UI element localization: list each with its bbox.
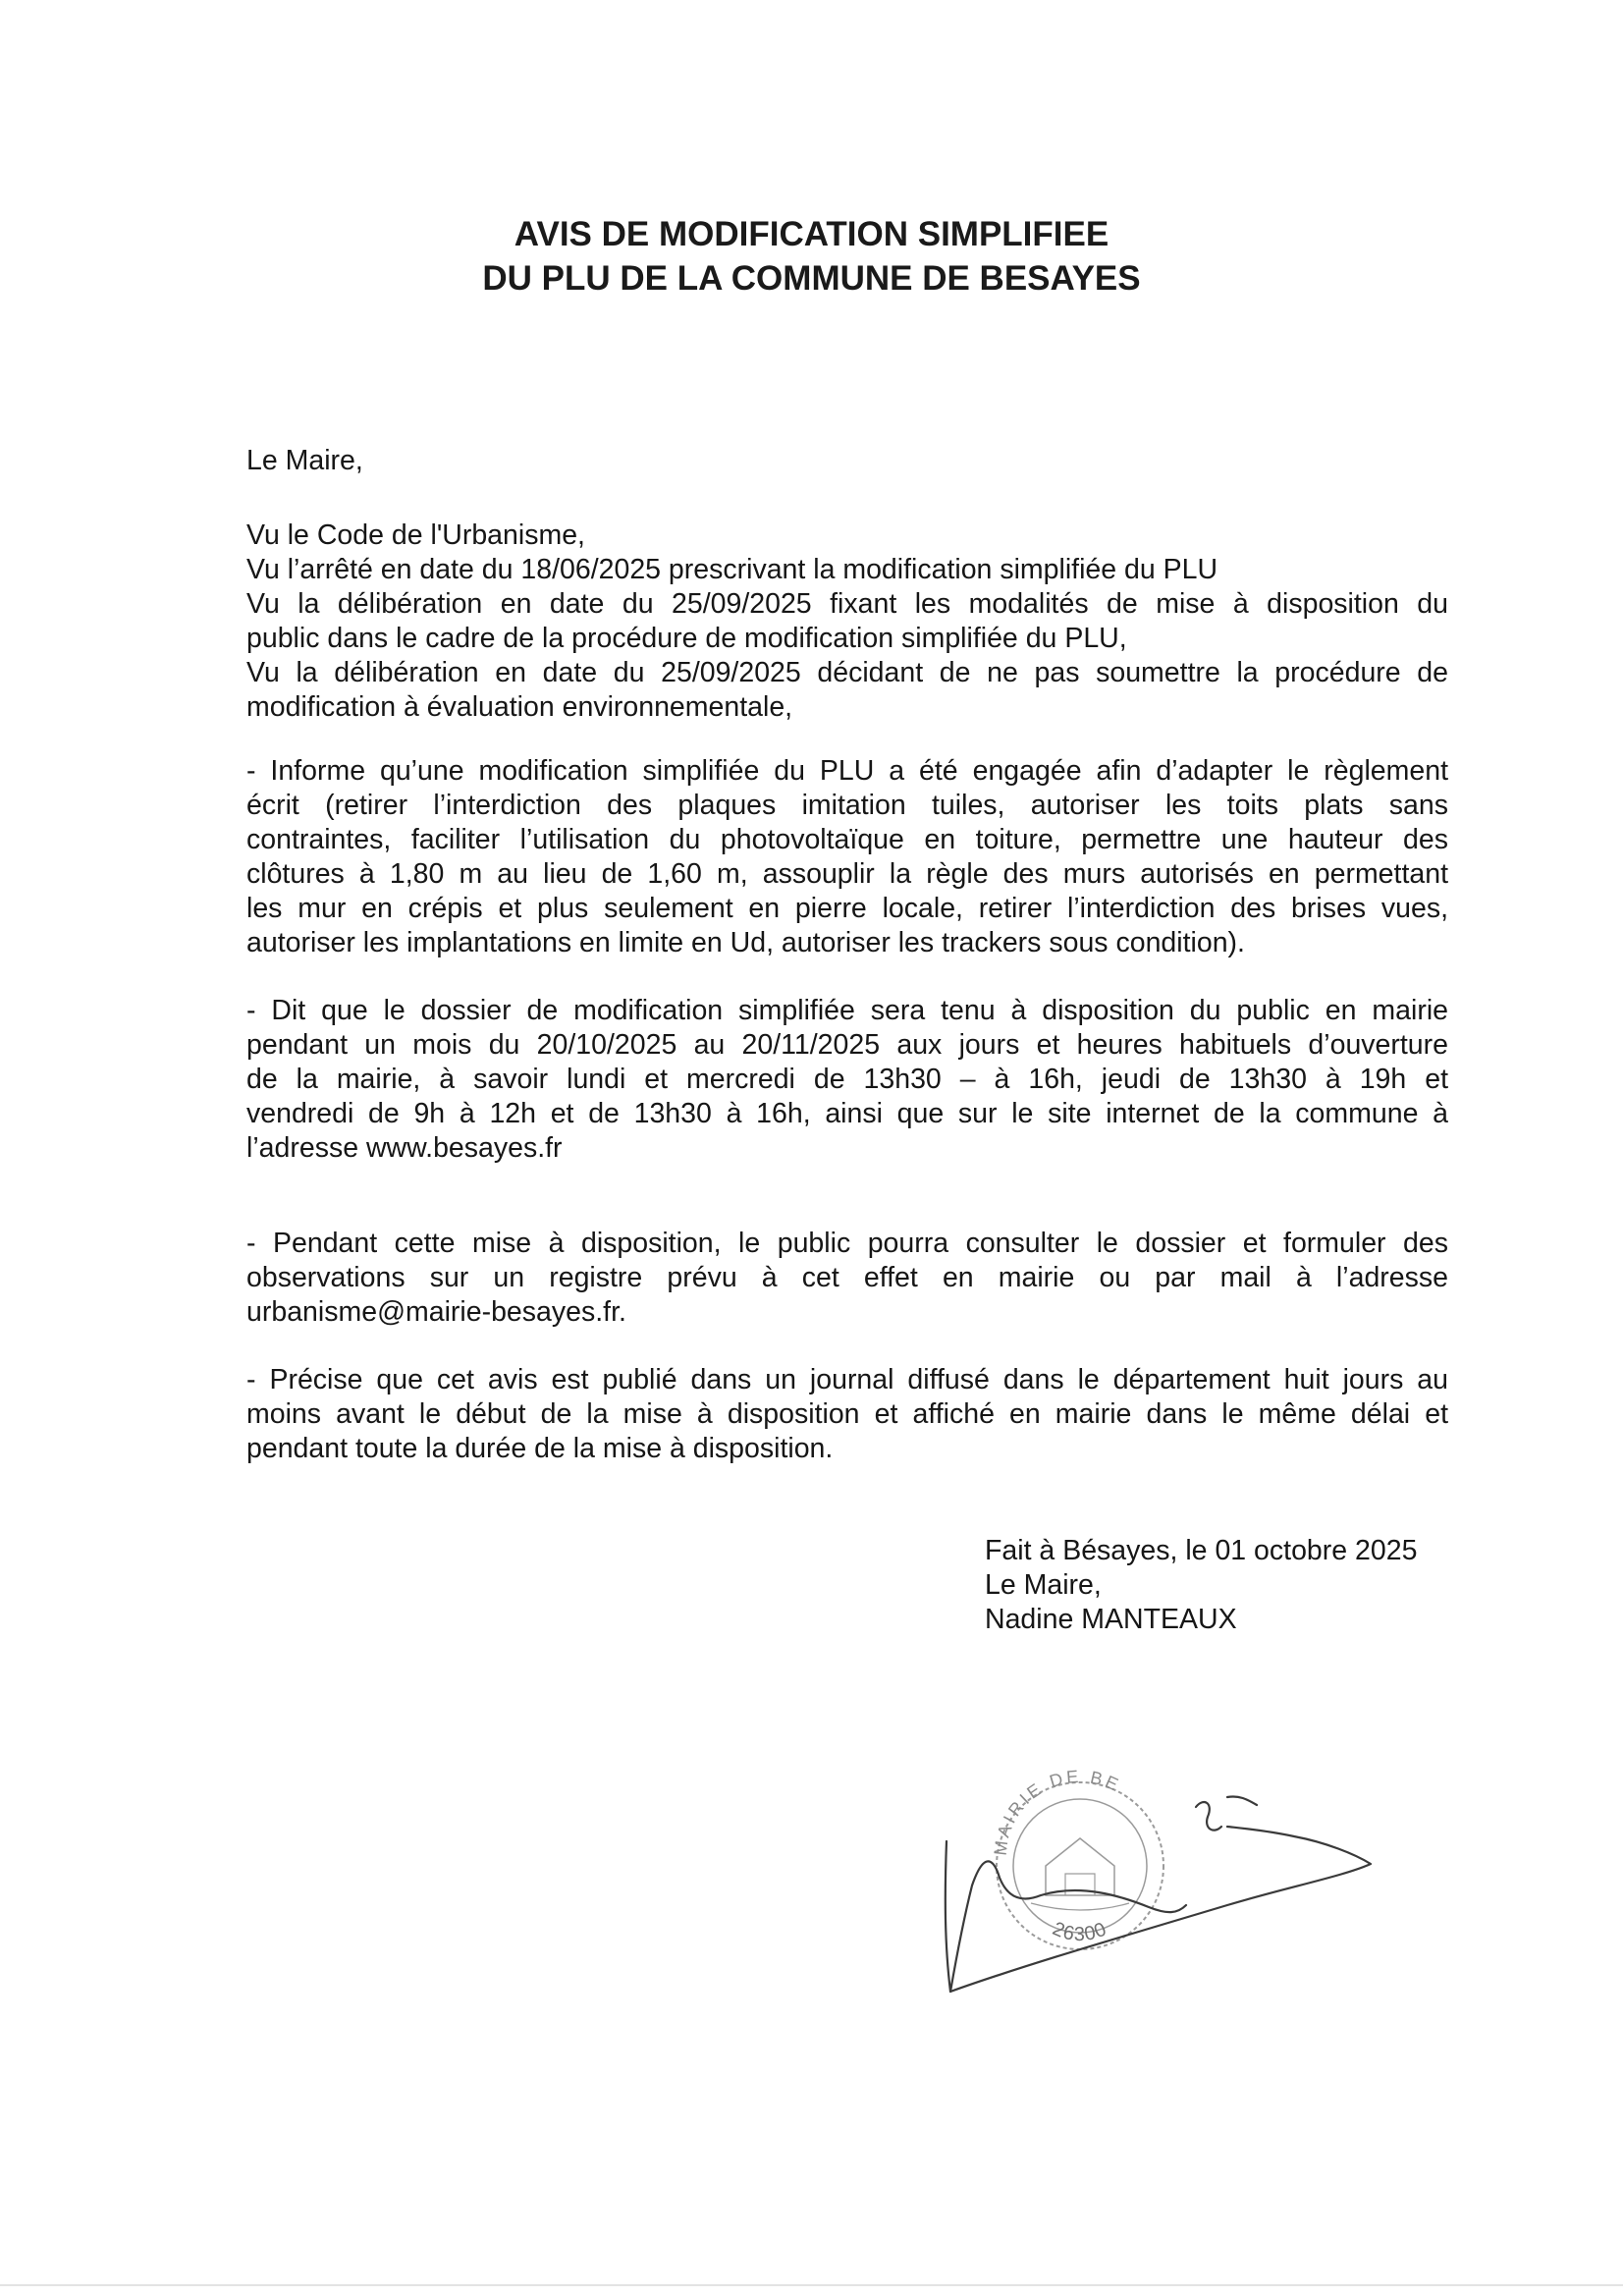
- stamp-postal-code: 26300: [1049, 1918, 1110, 1946]
- page-title-line-2: DU PLU DE LA COMMUNE DE BESAYES: [482, 259, 1141, 298]
- paragraph-line: vendredi de 9h à 12h et de 13h30 à 16h, ainsi que sur le site internet de la commune à: [246, 1098, 1448, 1129]
- paragraph-dit: [246, 994, 1448, 1166]
- vu-line: Vu la délibération en date du 25/09/2025 décidant de ne pas soumettre la procédure de: [246, 657, 1448, 688]
- paragraph-line: clôtures à 1,80 m au lieu de 1,60 m, assouplir la règle des murs autorisés en permettant: [246, 858, 1448, 890]
- vu-line: modification à évaluation environnementale,: [246, 691, 793, 723]
- paragraph-line: - Dit que le dossier de modification simplifiée sera tenu à disposition du public en mairie: [246, 995, 1448, 1026]
- page-bottom-edge: [0, 2284, 1623, 2286]
- paragraph-precise: [246, 1363, 1448, 1466]
- signature-name: Nadine MANTEAUX: [985, 1604, 1237, 1635]
- paragraph-line: pendant un mois du 20/10/2025 au 20/11/2025 aux jours et heures habituels d’ouverture: [246, 1029, 1448, 1061]
- paragraph-line: - Précise que cet avis est publié dans un journal diffusé dans le département huit jours au: [246, 1364, 1448, 1395]
- paragraph-line: les mur en crépis et plus seulement en pierre locale, retirer l’interdiction des brises vues,: [246, 893, 1448, 924]
- paragraph-line: - Pendant cette mise à disposition, le public pourra consulter le dossier et formuler des: [246, 1228, 1448, 1259]
- vu-line: public dans le cadre de la procédure de modification simplifiée du PLU,: [246, 623, 1127, 654]
- paragraph-line: de la mairie, à savoir lundi et mercredi de 13h30 – à 16h, jeudi de 13h30 à 19h et: [246, 1064, 1448, 1095]
- paragraph-line: moins avant le début de la mise à disposition et affiché en mairie dans le même délai et: [246, 1398, 1448, 1430]
- legal-references: [246, 519, 1448, 725]
- stamp-and-signature: [933, 1748, 1384, 2013]
- signature-block: [985, 1534, 1417, 1637]
- signature-role: Le Maire,: [985, 1569, 1102, 1601]
- vu-line: Vu l’arrêté en date du 18/06/2025 prescrivant la modification simplifiée du PLU: [246, 554, 1218, 585]
- vu-line: Vu le Code de l'Urbanisme,: [246, 519, 585, 551]
- paragraph-line: l’adresse www.besayes.fr: [246, 1132, 563, 1164]
- paragraph-line: urbanisme@mairie-besayes.fr.: [246, 1296, 626, 1328]
- paragraph-pendant: [246, 1227, 1448, 1330]
- paragraph-informe: [246, 754, 1448, 960]
- paragraph-line: autoriser les implantations en limite en Ud, autoriser les trackers sous condition).: [246, 927, 1245, 958]
- paragraph-line: écrit (retirer l’interdiction des plaques imitation tuiles, autoriser les toits plats sans: [246, 790, 1448, 821]
- stamp-text-top: MAIRIE DE BE: [990, 1766, 1124, 1857]
- page-title-line-1: AVIS DE MODIFICATION SIMPLIFIEE: [514, 215, 1109, 253]
- paragraph-line: observations sur un registre prévu à cet effet en mairie ou par mail à l’adresse: [246, 1262, 1448, 1293]
- paragraph-line: pendant toute la durée de la mise à disposition.: [246, 1433, 834, 1464]
- vu-line: Vu la délibération en date du 25/09/2025 fixant les modalités de mise à disposition du: [246, 588, 1448, 620]
- salutation-text: Le Maire,: [246, 445, 363, 476]
- stamp-postal: [1050, 1918, 1110, 1945]
- salutation: [246, 444, 1448, 478]
- signature-place-date: Fait à Bésayes, le 01 octobre 2025: [985, 1535, 1418, 1566]
- stamp-text: [991, 1767, 1124, 1857]
- paragraph-line: contraintes, faciliter l’utilisation du photovoltaïque en toiture, permettre une hauteur des: [246, 824, 1448, 855]
- paragraph-line: - Informe qu’une modification simplifiée du PLU a été engagée afin d’adapter le règlement: [246, 755, 1448, 787]
